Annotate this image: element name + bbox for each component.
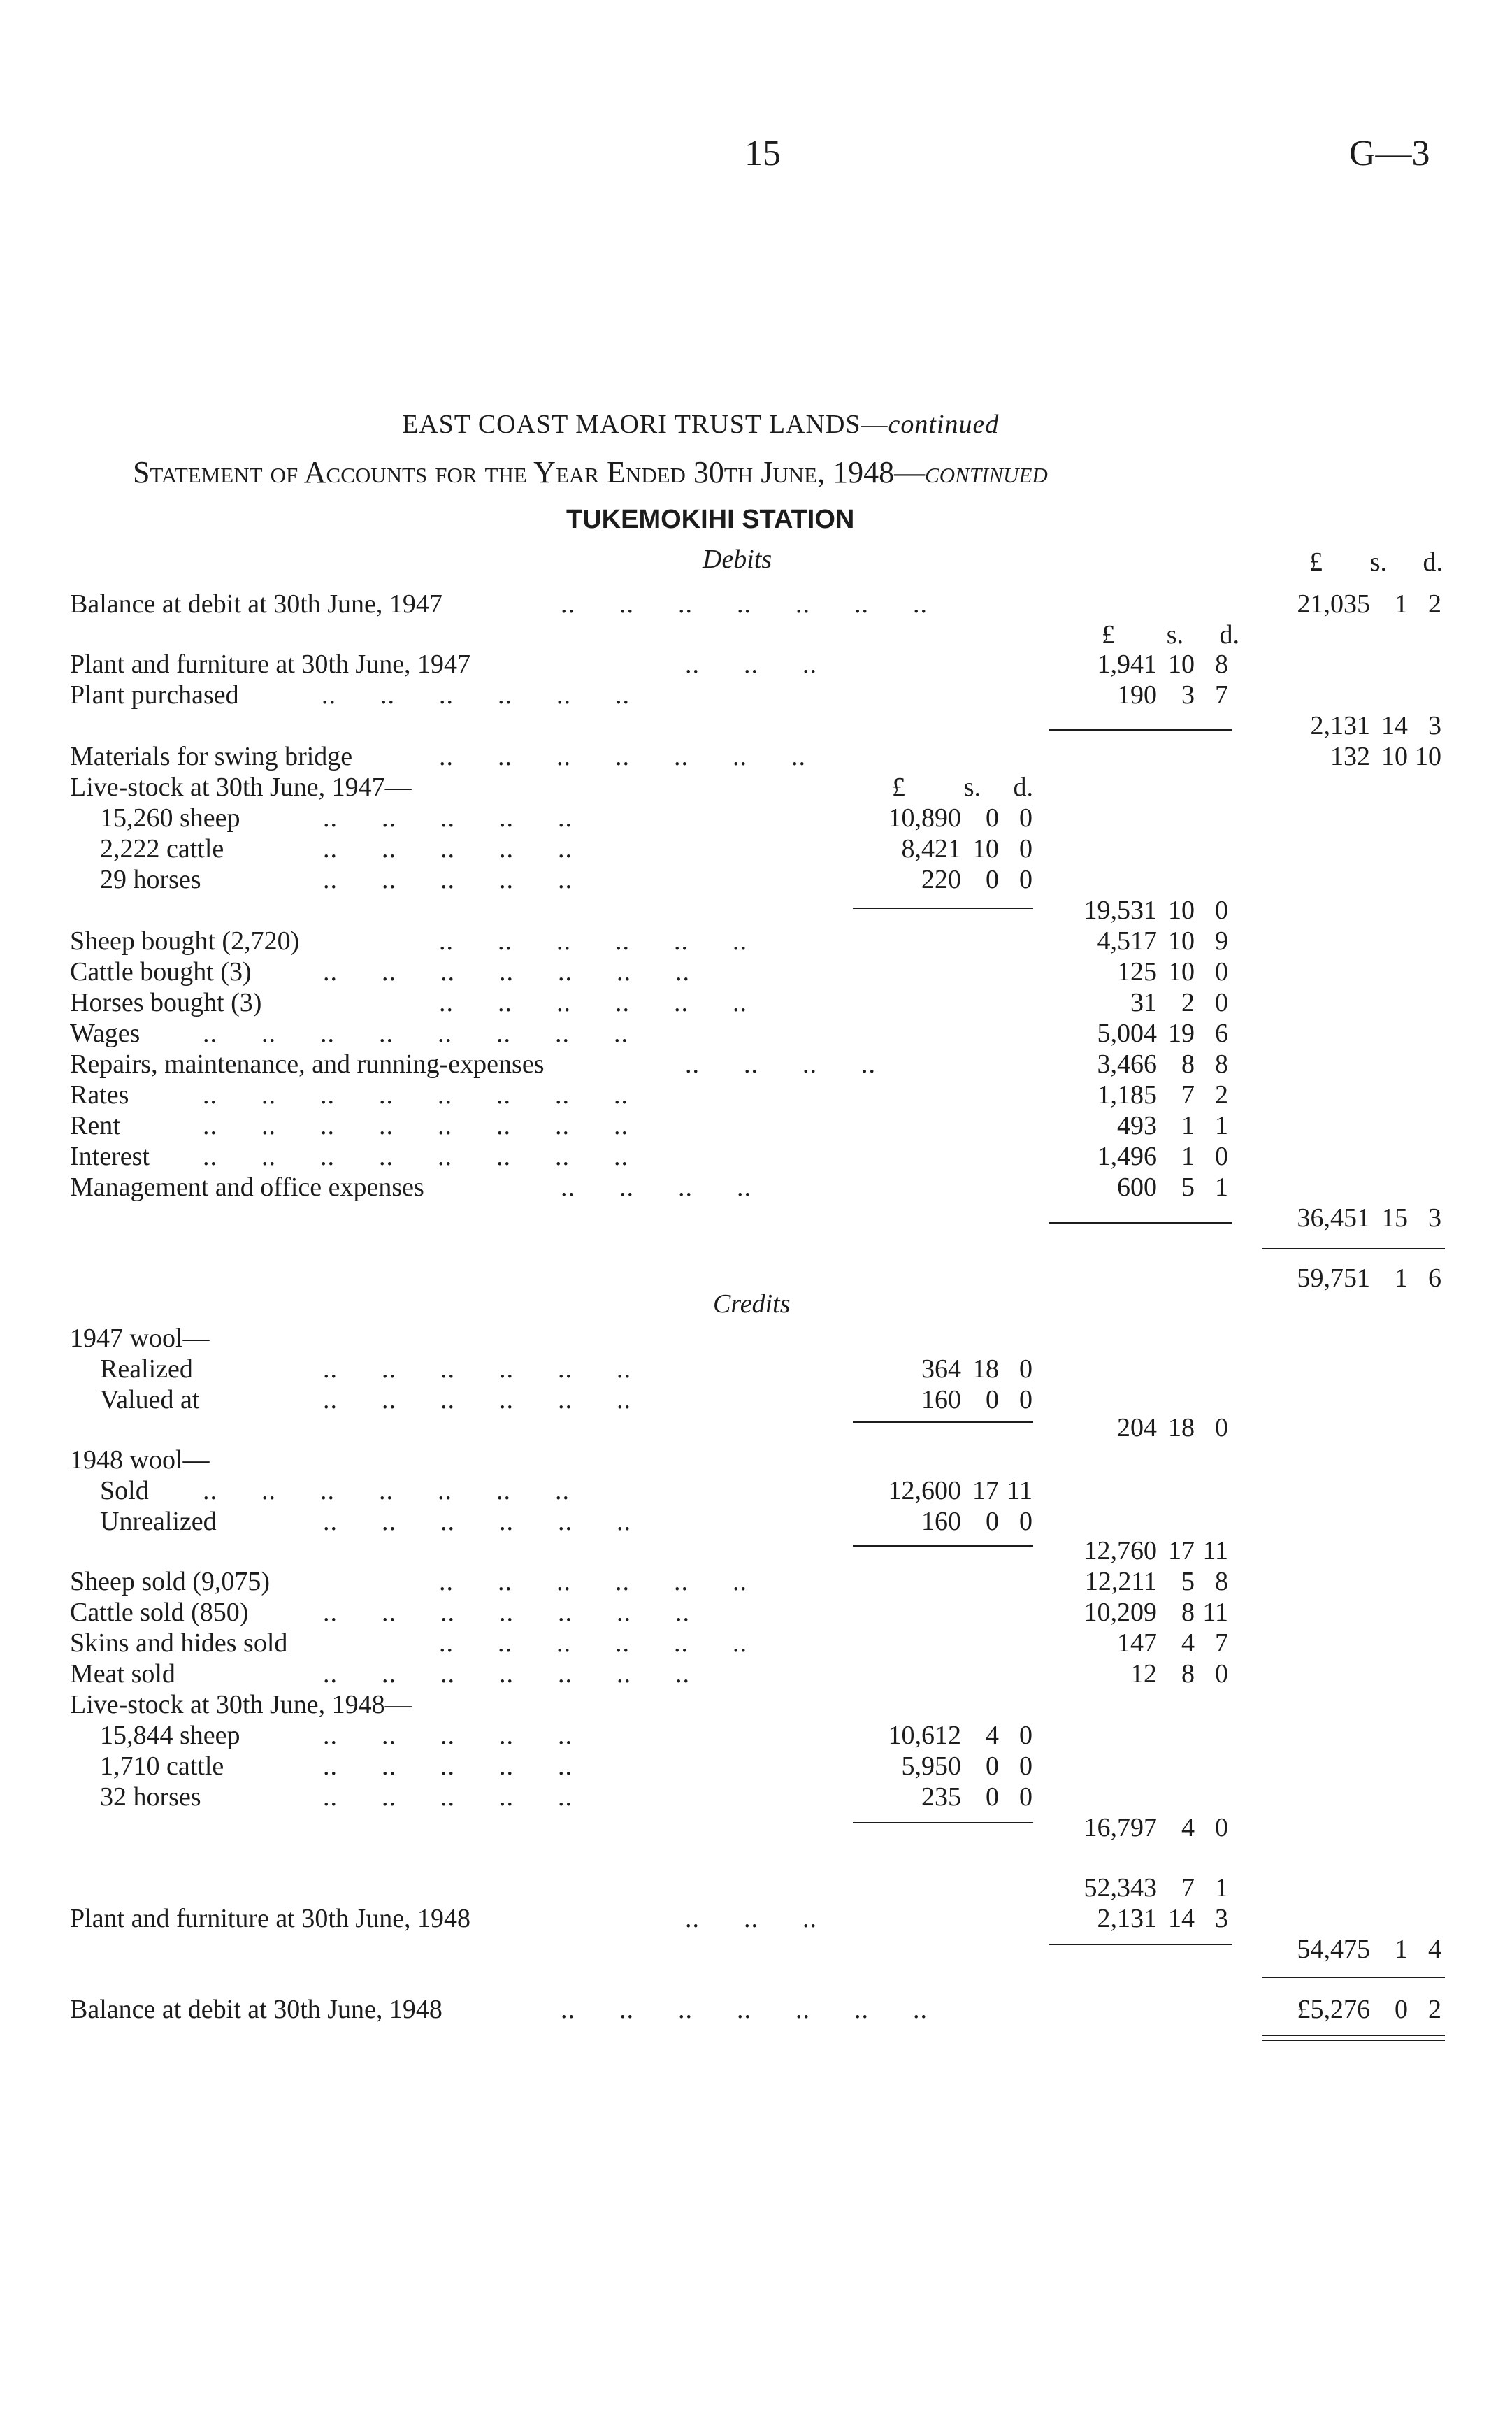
row-label: Horses bought (3) bbox=[70, 988, 262, 1017]
column-3-head bbox=[1265, 547, 1443, 578]
pence: 2 bbox=[1428, 589, 1441, 619]
credit-sum-row bbox=[0, 1872, 1512, 1903]
dot-leader: .. .. .. .. .. .. bbox=[439, 988, 747, 1017]
pence: 0 bbox=[1215, 1659, 1228, 1689]
debit-item-row bbox=[0, 1018, 1512, 1049]
amount-col2 bbox=[1052, 1172, 1228, 1203]
amount-col2 bbox=[1052, 1872, 1228, 1903]
debit-item-row bbox=[0, 987, 1512, 1018]
dot-leader: .. .. .. .. .. bbox=[323, 1721, 573, 1750]
amount-col2 bbox=[1052, 1080, 1228, 1110]
amount-col1 bbox=[856, 803, 1032, 833]
credit-item-row bbox=[0, 1628, 1512, 1658]
pounds: 493 bbox=[1117, 1111, 1157, 1140]
row-label: Interest bbox=[70, 1142, 150, 1171]
credit-livestock-1948-row bbox=[0, 1689, 1512, 1720]
pence: 8 bbox=[1215, 1049, 1228, 1079]
pence: 3 bbox=[1428, 1203, 1441, 1233]
pence: 0 bbox=[1019, 803, 1032, 833]
amount-col2 bbox=[1052, 987, 1228, 1018]
row-label: Rent bbox=[70, 1111, 120, 1140]
pounds: 12,211 bbox=[1084, 1567, 1157, 1596]
row-label: Valued at bbox=[100, 1385, 200, 1414]
dot-leader: .. .. .. .. .. .. bbox=[323, 1354, 631, 1384]
row-label: 15,844 sheep bbox=[100, 1721, 240, 1750]
amount-col2 bbox=[1052, 1110, 1228, 1141]
pence: 7 bbox=[1215, 680, 1228, 710]
pence: 6 bbox=[1428, 1263, 1441, 1293]
pounds: 147 bbox=[1117, 1628, 1157, 1658]
dot-leader: .. .. .. .. .. .. bbox=[322, 680, 630, 710]
dot-leader: .. .. .. .. bbox=[561, 1173, 751, 1202]
row-label: Plant purchased bbox=[70, 680, 239, 710]
row-label: Balance at debit at 30th June, 1947 bbox=[70, 589, 442, 619]
pounds: 235 bbox=[921, 1782, 961, 1812]
shillings: 8 bbox=[1181, 1659, 1195, 1689]
amount-col2 bbox=[1052, 1141, 1228, 1172]
pence: 0 bbox=[1019, 834, 1032, 863]
document-code: G—3 bbox=[1349, 134, 1430, 173]
amount-col1 bbox=[856, 1782, 1032, 1812]
dot-leader: .. .. .. .. .. .. .. bbox=[561, 1995, 928, 2024]
pounds: 204 bbox=[1117, 1413, 1157, 1442]
dot-leader: .. .. .. .. bbox=[685, 1049, 876, 1079]
shillings: 5 bbox=[1181, 1173, 1195, 1202]
dot-leader: .. .. .. .. .. .. bbox=[439, 1567, 747, 1596]
pounds: 8,421 bbox=[901, 834, 961, 863]
credit-item-row bbox=[0, 1566, 1512, 1597]
shillings: 19 bbox=[1168, 1019, 1195, 1048]
pounds: 364 bbox=[921, 1354, 961, 1384]
amount-col2 bbox=[1052, 1566, 1228, 1597]
shillings: 0 bbox=[1395, 1995, 1408, 2024]
shillings: 0 bbox=[986, 803, 999, 833]
pounds: 2,131 bbox=[1097, 1904, 1157, 1933]
pence: 0 bbox=[1215, 988, 1228, 1017]
shilling-head: s. bbox=[1369, 547, 1387, 577]
pounds: 1,185 bbox=[1097, 1080, 1157, 1110]
shillings: 1 bbox=[1181, 1111, 1195, 1140]
pounds: 160 bbox=[921, 1507, 961, 1536]
pounds: 3,466 bbox=[1097, 1049, 1157, 1079]
row-label: Cattle bought (3) bbox=[70, 957, 252, 987]
row-label: Balance at debit at 30th June, 1948 bbox=[70, 1995, 442, 2024]
pence: 0 bbox=[1215, 1142, 1228, 1171]
shillings: 0 bbox=[986, 865, 999, 894]
amount-col1 bbox=[856, 864, 1032, 895]
dot-leader: .. .. .. .. .. .. bbox=[323, 1385, 631, 1414]
pounds: 31 bbox=[1130, 988, 1157, 1017]
pence: 3 bbox=[1215, 1904, 1228, 1933]
dot-leader: .. .. .. .. .. .. .. .. bbox=[203, 1142, 628, 1171]
title-line-2-continued: continued bbox=[925, 455, 1048, 489]
amount-col1 bbox=[856, 1506, 1032, 1537]
pence: 0 bbox=[1019, 1507, 1032, 1536]
amount-col2 bbox=[1052, 1812, 1228, 1843]
pounds: 160 bbox=[921, 1385, 961, 1414]
shillings: 3 bbox=[1181, 680, 1195, 710]
shillings: 10 bbox=[1168, 650, 1195, 679]
credit-horses-1948-row bbox=[0, 1782, 1512, 1812]
title-line-1-main: EAST COAST MAORI TRUST LANDS— bbox=[402, 410, 888, 439]
credit-livestock-total-row bbox=[0, 1812, 1512, 1843]
debit-plant-total-row bbox=[0, 710, 1512, 741]
pounds: 12 bbox=[1130, 1659, 1157, 1689]
pounds: 52,343 bbox=[1083, 1873, 1157, 1902]
amount-col1 bbox=[856, 1720, 1032, 1751]
pounds: 1,496 bbox=[1097, 1142, 1157, 1171]
pence: 2 bbox=[1428, 1995, 1441, 2024]
dot-leader: .. .. .. .. .. .. .. bbox=[561, 589, 928, 619]
pence: 3 bbox=[1428, 711, 1441, 740]
row-label: Meat sold bbox=[70, 1659, 175, 1689]
credit-realized-row bbox=[0, 1354, 1512, 1384]
debit-item-row bbox=[0, 1172, 1512, 1203]
shillings: 0 bbox=[986, 1385, 999, 1414]
row-label: Realized bbox=[100, 1354, 193, 1384]
pounds: 220 bbox=[921, 865, 961, 894]
pounds: 12,600 bbox=[888, 1476, 961, 1505]
credit-sheep-1948-row bbox=[0, 1720, 1512, 1751]
pence: 1 bbox=[1215, 1873, 1228, 1902]
amount-col2 bbox=[1052, 1597, 1228, 1628]
debit-item-row bbox=[0, 1141, 1512, 1172]
dot-leader: .. .. .. .. .. .. .. bbox=[439, 742, 806, 771]
pence: 0 bbox=[1215, 1413, 1228, 1442]
row-label: Cattle sold (850) bbox=[70, 1598, 249, 1627]
debit-item-row bbox=[0, 926, 1512, 956]
amount-col1 bbox=[856, 1751, 1032, 1782]
shillings: 4 bbox=[986, 1721, 999, 1750]
amount-col3 bbox=[1265, 1263, 1441, 1294]
credit-plant-1948-row bbox=[0, 1903, 1512, 1934]
amount-col2 bbox=[1052, 649, 1228, 680]
credit-wool-1947-total-row bbox=[0, 1412, 1512, 1443]
shillings: 18 bbox=[972, 1354, 999, 1384]
pence: 0 bbox=[1019, 865, 1032, 894]
dot-leader: .. .. .. .. .. .. .. .. bbox=[203, 1111, 628, 1140]
double-rule-bottom bbox=[1262, 2040, 1445, 2041]
shilling-head: s. bbox=[963, 773, 981, 802]
pence: 4 bbox=[1428, 1935, 1441, 1964]
shillings: 14 bbox=[1168, 1904, 1195, 1933]
pounds: £5,276 bbox=[1297, 1995, 1370, 2024]
dot-leader: .. .. .. .. .. .. bbox=[439, 1628, 747, 1658]
credit-valued-row bbox=[0, 1384, 1512, 1415]
pence: 9 bbox=[1215, 926, 1228, 956]
credit-sold-row bbox=[0, 1475, 1512, 1506]
row-label: Plant and furniture at 30th June, 1948 bbox=[70, 1904, 471, 1933]
row-label: Live-stock at 30th June, 1947— bbox=[70, 773, 412, 802]
pounds: 21,035 bbox=[1297, 589, 1370, 619]
pence: 8 bbox=[1215, 650, 1228, 679]
shillings: 4 bbox=[1181, 1813, 1195, 1842]
total-rule bbox=[1262, 1248, 1445, 1249]
row-label: Sheep sold (9,075) bbox=[70, 1567, 271, 1596]
pence: 0 bbox=[1019, 1721, 1032, 1750]
amount-col2 bbox=[1052, 1049, 1228, 1080]
pence: 6 bbox=[1215, 1019, 1228, 1048]
dot-leader: .. .. .. bbox=[685, 650, 817, 679]
dot-leader: .. .. .. .. .. .. bbox=[439, 926, 747, 956]
total-rule bbox=[1262, 1977, 1445, 1978]
dot-leader: .. .. .. .. .. .. .. .. bbox=[203, 1080, 628, 1110]
amount-col2 bbox=[1052, 1018, 1228, 1049]
shillings: 15 bbox=[1381, 1203, 1408, 1233]
pounds: 5,004 bbox=[1097, 1019, 1157, 1048]
row-label: 1948 wool— bbox=[70, 1445, 210, 1475]
shillings: 5 bbox=[1181, 1567, 1195, 1596]
dot-leader: .. .. .. .. .. bbox=[323, 803, 573, 833]
pence-head: d. bbox=[1423, 547, 1443, 577]
column-2-head bbox=[1070, 619, 1239, 650]
pounds: 12,760 bbox=[1083, 1536, 1157, 1565]
shillings: 10 bbox=[1381, 742, 1408, 771]
credit-wool-1948-row bbox=[0, 1445, 1512, 1475]
dot-leader: .. .. .. .. .. .. .. bbox=[323, 957, 690, 987]
station-title: TUKEMOKIHI STATION bbox=[566, 505, 855, 534]
row-label: Materials for swing bridge bbox=[70, 742, 353, 771]
row-label: 1947 wool— bbox=[70, 1324, 210, 1353]
credit-item-row bbox=[0, 1658, 1512, 1689]
debit-item-row bbox=[0, 1080, 1512, 1110]
shillings: 2 bbox=[1181, 988, 1195, 1017]
shillings: 1 bbox=[1395, 1935, 1408, 1964]
shillings: 1 bbox=[1395, 589, 1408, 619]
shillings: 8 bbox=[1181, 1598, 1195, 1627]
row-label: Repairs, maintenance, and running-expenses bbox=[70, 1049, 545, 1079]
pence: 0 bbox=[1019, 1385, 1032, 1414]
credits-heading: Credits bbox=[713, 1289, 791, 1319]
credit-unrealized-row bbox=[0, 1506, 1512, 1537]
row-label: 29 horses bbox=[100, 865, 201, 894]
pence-head: d. bbox=[1013, 773, 1033, 802]
pound-head: £ bbox=[1309, 547, 1323, 577]
pounds: 59,751 bbox=[1297, 1263, 1370, 1293]
pence: 8 bbox=[1215, 1567, 1228, 1596]
debits-heading: Debits bbox=[703, 545, 772, 574]
title-line-1-continued: continued bbox=[888, 410, 1000, 439]
row-label: Sheep bought (2,720) bbox=[70, 926, 300, 956]
shillings: 7 bbox=[1181, 1080, 1195, 1110]
credit-total-row bbox=[0, 1934, 1512, 1965]
title-line-1 bbox=[402, 409, 999, 440]
shillings: 10 bbox=[1168, 896, 1195, 925]
pounds: 19,531 bbox=[1083, 896, 1157, 925]
pence: 7 bbox=[1215, 1628, 1228, 1658]
pounds: 36,451 bbox=[1297, 1203, 1370, 1233]
pound-head: £ bbox=[1102, 620, 1115, 650]
shillings: 4 bbox=[1181, 1628, 1195, 1658]
amount-col3 bbox=[1265, 710, 1441, 741]
page-number: 15 bbox=[744, 134, 781, 173]
amount-col2 bbox=[1052, 1658, 1228, 1689]
row-label: Rates bbox=[70, 1080, 129, 1110]
pence: 11 bbox=[1202, 1536, 1228, 1565]
shillings: 10 bbox=[1168, 957, 1195, 987]
pence: 1 bbox=[1215, 1111, 1228, 1140]
pence: 2 bbox=[1215, 1080, 1228, 1110]
pounds: 2,131 bbox=[1310, 711, 1370, 740]
dot-leader: .. .. .. .. .. .. .. bbox=[323, 1598, 690, 1627]
debit-livestock-total-row bbox=[0, 895, 1512, 926]
dot-leader: .. .. .. .. .. .. .. .. bbox=[203, 1019, 628, 1048]
pence: 10 bbox=[1415, 742, 1441, 771]
dot-leader: .. .. .. .. .. bbox=[323, 1782, 573, 1812]
debit-plant-purchased-row bbox=[0, 680, 1512, 710]
debit-livestock-1947-row bbox=[0, 772, 1512, 803]
amount-col1 bbox=[856, 833, 1032, 864]
title-line-2-main: Statement of Accounts for the Year Ended 30th June, 1948— bbox=[133, 455, 926, 489]
credit-wool-1948-total-row bbox=[0, 1535, 1512, 1566]
amount-col2 bbox=[1052, 1535, 1228, 1566]
pence: 1 bbox=[1215, 1173, 1228, 1202]
pounds: 1,941 bbox=[1097, 650, 1157, 679]
amount-col1 bbox=[856, 1384, 1032, 1415]
pence-head: d. bbox=[1219, 620, 1239, 650]
title-line-2 bbox=[133, 454, 1048, 490]
row-label: Live-stock at 30th June, 1948— bbox=[70, 1690, 412, 1719]
pence: 11 bbox=[1007, 1476, 1032, 1505]
pounds: 10,612 bbox=[888, 1721, 961, 1750]
pence: 0 bbox=[1019, 1354, 1032, 1384]
debit-item-row bbox=[0, 1049, 1512, 1080]
dot-leader: .. .. .. .. .. bbox=[323, 865, 573, 894]
pence: 0 bbox=[1215, 896, 1228, 925]
shillings: 8 bbox=[1181, 1049, 1195, 1079]
row-label: 15,260 sheep bbox=[100, 803, 240, 833]
amount-col2 bbox=[1052, 1903, 1228, 1934]
pounds: 5,950 bbox=[901, 1751, 961, 1781]
debit-balance-1947-row bbox=[0, 589, 1512, 619]
amount-col2 bbox=[1052, 680, 1228, 710]
row-label: Wages bbox=[70, 1019, 141, 1048]
shillings: 7 bbox=[1181, 1873, 1195, 1902]
credit-item-row bbox=[0, 1597, 1512, 1628]
pounds: 10,209 bbox=[1083, 1598, 1157, 1627]
amount-col2 bbox=[1052, 895, 1228, 926]
debit-sheep-1947-row bbox=[0, 803, 1512, 833]
shillings: 17 bbox=[972, 1476, 999, 1505]
amount-col2 bbox=[1052, 1628, 1228, 1658]
row-label: 32 horses bbox=[100, 1782, 201, 1812]
amount-col2 bbox=[1052, 1412, 1228, 1443]
shillings: 0 bbox=[986, 1507, 999, 1536]
pound-head: £ bbox=[892, 773, 905, 802]
amount-col2 bbox=[1052, 926, 1228, 956]
dot-leader: .. .. .. bbox=[685, 1904, 817, 1933]
shillings: 18 bbox=[1168, 1413, 1195, 1442]
shillings: 0 bbox=[986, 1751, 999, 1781]
shilling-head: s. bbox=[1166, 620, 1183, 650]
shillings: 1 bbox=[1395, 1263, 1408, 1293]
dot-leader: .. .. .. .. .. bbox=[323, 1751, 573, 1781]
credit-balance-1948-row bbox=[0, 1994, 1512, 2025]
row-label: Plant and furniture at 30th June, 1947 bbox=[70, 650, 471, 679]
double-rule-top bbox=[1262, 2035, 1445, 2036]
amount-col3 bbox=[1265, 741, 1441, 772]
column-1-head bbox=[867, 772, 1033, 803]
dot-leader: .. .. .. .. .. .. .. bbox=[203, 1476, 570, 1505]
pence: 11 bbox=[1202, 1598, 1228, 1627]
pounds: 16,797 bbox=[1083, 1813, 1157, 1842]
pence: 0 bbox=[1019, 1751, 1032, 1781]
shillings: 14 bbox=[1381, 711, 1408, 740]
row-label: Unrealized bbox=[100, 1507, 217, 1536]
row-label: 2,222 cattle bbox=[100, 834, 224, 863]
amount-col1 bbox=[856, 1475, 1032, 1506]
debit-materials-row bbox=[0, 741, 1512, 772]
pence: 0 bbox=[1019, 1782, 1032, 1812]
pence: 0 bbox=[1215, 1813, 1228, 1842]
credit-cattle-1948-row bbox=[0, 1751, 1512, 1782]
dot-leader: .. .. .. .. .. .. bbox=[323, 1507, 631, 1536]
pounds: 4,517 bbox=[1097, 926, 1157, 956]
pounds: 125 bbox=[1117, 957, 1157, 987]
row-label: 1,710 cattle bbox=[100, 1751, 224, 1781]
debit-subtotal-row bbox=[0, 1203, 1512, 1233]
amount-col1 bbox=[856, 1354, 1032, 1384]
pounds: 10,890 bbox=[888, 803, 961, 833]
pounds: 190 bbox=[1117, 680, 1157, 710]
shillings: 10 bbox=[972, 834, 999, 863]
amount-col2 bbox=[1052, 956, 1228, 987]
debit-item-row bbox=[0, 1110, 1512, 1141]
amount-col3 bbox=[1265, 1934, 1441, 1965]
dot-leader: .. .. .. .. .. .. .. bbox=[323, 1659, 690, 1689]
pence: 0 bbox=[1215, 957, 1228, 987]
pounds: 54,475 bbox=[1297, 1935, 1370, 1964]
debit-horses-1947-row bbox=[0, 864, 1512, 895]
amount-col3 bbox=[1265, 1203, 1441, 1233]
row-label: Sold bbox=[100, 1476, 149, 1505]
shillings: 0 bbox=[986, 1782, 999, 1812]
pounds: 600 bbox=[1117, 1173, 1157, 1202]
row-label: Management and office expenses bbox=[70, 1173, 424, 1202]
shillings: 10 bbox=[1168, 926, 1195, 956]
row-label: Skins and hides sold bbox=[70, 1628, 288, 1658]
shillings: 17 bbox=[1168, 1536, 1195, 1565]
credit-wool-1947-row bbox=[0, 1323, 1512, 1354]
debit-item-row bbox=[0, 956, 1512, 987]
pounds: 132 bbox=[1330, 742, 1370, 771]
debit-plant-1947-row bbox=[0, 649, 1512, 680]
debit-cattle-1947-row bbox=[0, 833, 1512, 864]
shillings: 1 bbox=[1181, 1142, 1195, 1171]
amount-col3 bbox=[1265, 589, 1441, 619]
amount-col3 bbox=[1265, 1994, 1441, 2025]
dot-leader: .. .. .. .. .. bbox=[323, 834, 573, 863]
